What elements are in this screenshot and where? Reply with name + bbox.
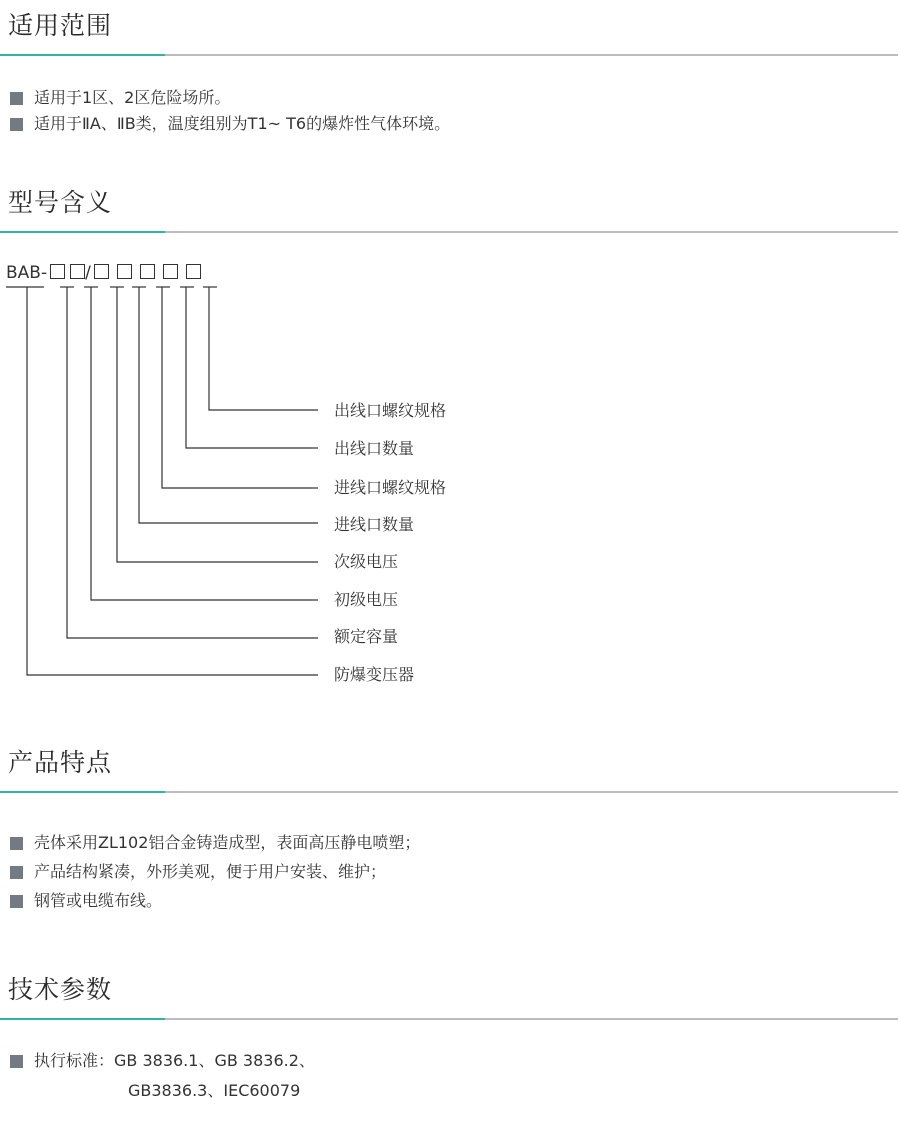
placeholder-box-icon (117, 264, 132, 279)
list-item (10, 85, 450, 111)
standards-line-2: GB3836.3、IEC60079 (128, 1081, 301, 1100)
list-item-continuation (10, 1078, 315, 1104)
list-item-text: 产品结构紧凑，外形美观，便于用户安装、维护； (34, 862, 387, 881)
list-item (10, 1048, 315, 1074)
list-item (10, 111, 450, 137)
square-bullet-icon (10, 837, 23, 850)
meaning-label: 额定容量 (334, 627, 399, 646)
square-bullet-icon (10, 118, 23, 131)
model-code (6, 263, 206, 283)
meaning-label: 次级电压 (334, 552, 399, 571)
list-item-text: 适用于1区、2区危险场所。 (34, 88, 231, 107)
square-bullet-icon (10, 866, 23, 879)
placeholder-box-icon (163, 264, 178, 279)
section-divider-accent (0, 791, 165, 793)
section-title-features: 产品特点 (8, 748, 113, 777)
section-divider-accent (0, 231, 165, 233)
list-item (10, 888, 420, 914)
placeholder-box-icon (94, 264, 109, 279)
placeholder-box-icon (70, 264, 85, 279)
meaning-label: 进线口螺纹规格 (334, 478, 447, 497)
section-divider-accent (0, 54, 165, 56)
list-item-text: 壳体采用ZL102铝合金铸造成型，表面高压静电喷塑； (34, 833, 421, 852)
meaning-label: 进线口数量 (334, 515, 415, 534)
list-item (10, 830, 420, 856)
section-title-params: 技术参数 (8, 975, 113, 1004)
model-code-slash: / (85, 263, 91, 283)
placeholder-box-icon (186, 264, 201, 279)
list-item-text: 适用于ⅡA、ⅡB类，温度组别为T1~ T6的爆炸性气体环境。 (34, 114, 451, 133)
square-bullet-icon (10, 1055, 23, 1068)
list-item (10, 859, 420, 885)
standards-line-1: 执行标准：GB 3836.1、GB 3836.2、 (34, 1051, 315, 1070)
list-item-text: 钢管或电缆布线。 (34, 891, 163, 910)
meaning-label: 出线口螺纹规格 (334, 401, 447, 420)
scope-list (10, 85, 450, 137)
square-bullet-icon (10, 895, 23, 908)
square-bullet-icon (10, 92, 23, 105)
section-title-scope: 适用范围 (8, 11, 113, 40)
meaning-label: 初级电压 (334, 590, 399, 609)
placeholder-box-icon (50, 264, 65, 279)
meaning-label: 出线口数量 (334, 439, 415, 458)
section-title-model: 型号含义 (8, 188, 113, 217)
meaning-label: 防爆变压器 (334, 665, 415, 684)
section-divider-accent (0, 1018, 165, 1020)
params-list (10, 1048, 315, 1104)
features-list (10, 830, 420, 914)
placeholder-box-icon (140, 264, 155, 279)
model-code-prefix: BAB- (6, 263, 48, 283)
